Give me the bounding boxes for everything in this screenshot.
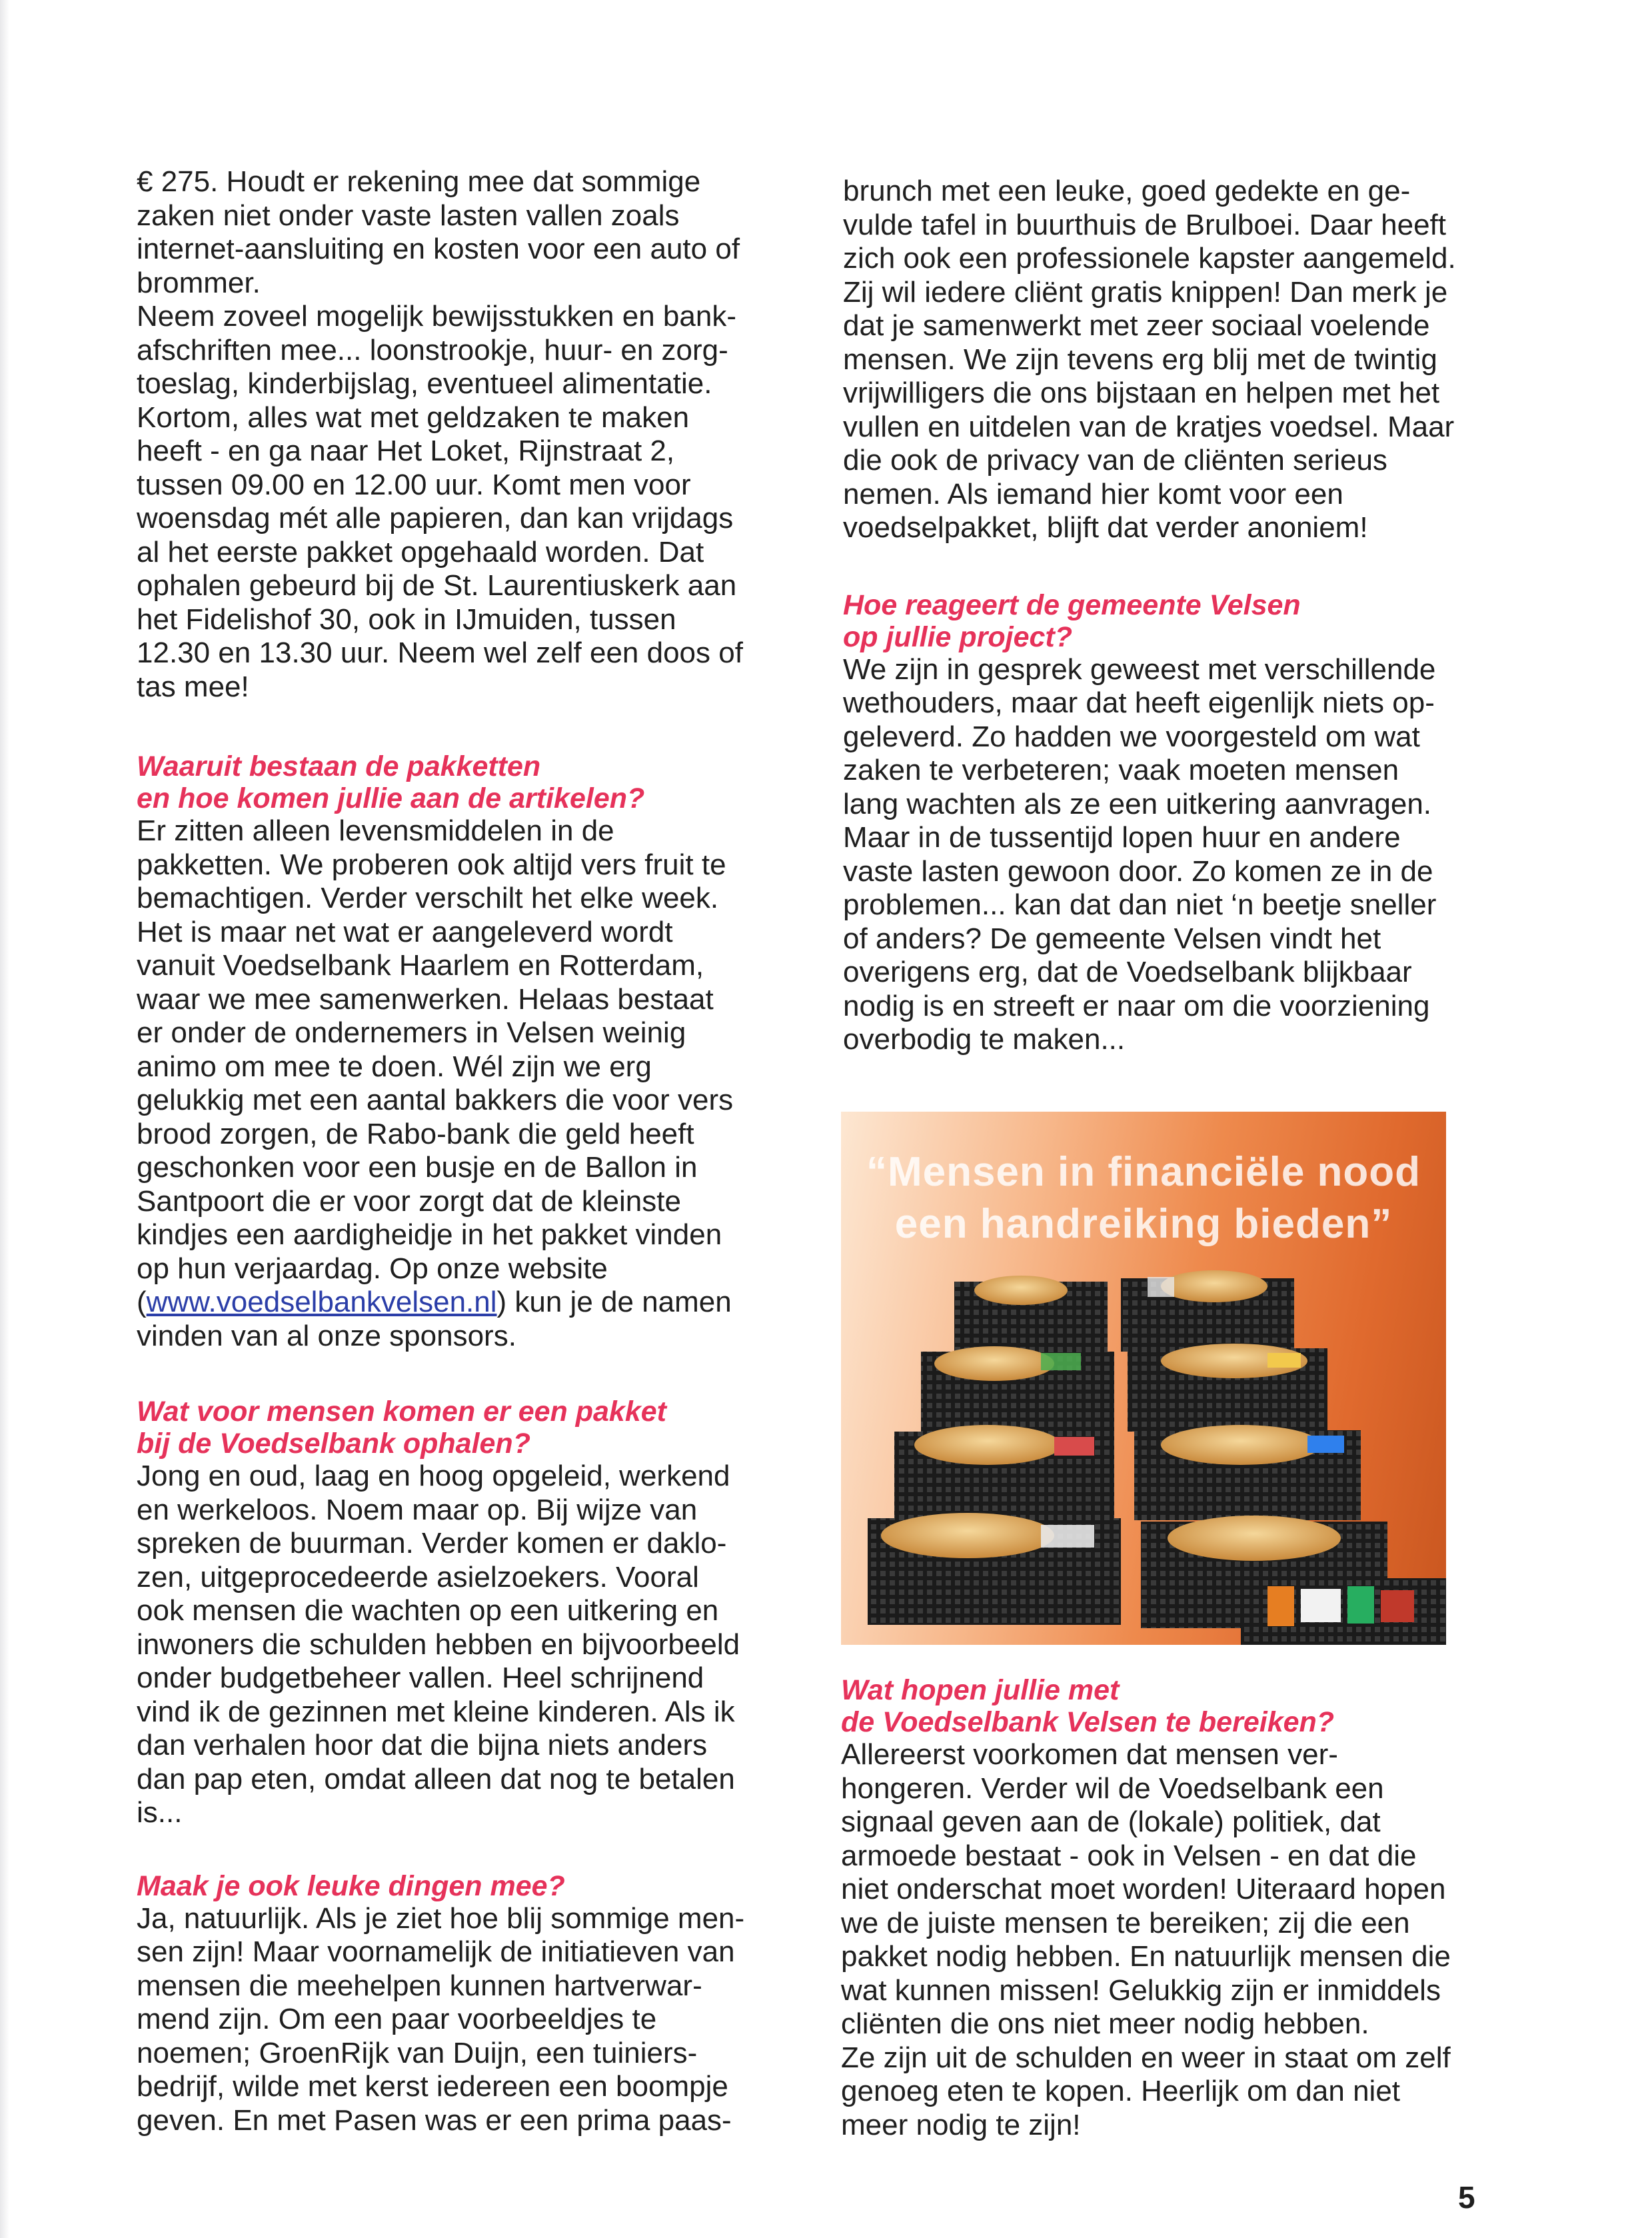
page-number: 5 — [1458, 2180, 1475, 2215]
paragraph-mensen: Jong en oud, laag en hoog opgeleid, werkend en werkeloos. Noem maar op. Bij wijze van spreken de buurman. Verder komen er daklo- zen, uitgeprocedeerde asielzoekers. Vooral ook mensen die wachten op een uitkering en inwoners die schulden hebben en bijvoorbeeld onder budgetbeheer vallen. Heel schrijnend vind ik de gezinnen met kleine kinderen. Als ik dan verhalen hoor dat die bijna niets anders dan pap eten, omdat alleen dat nog te betalen is... — [137, 1460, 740, 1829]
paragraph-pakketten: Er zitten alleen levensmiddelen in de pakketten. We proberen ook altijd vers fruit te bemachtigen. Verder verschilt het elke week. Het is maar net wat er aangeleverd wordt vanuit Voedselbank Haarlem en Rotterdam, waar we mee samenwerken. Helaas bestaat er onder de ondernemers in Velsen weinig animo om mee te doen. Wél zijn we erg gelukkig met een aantal bakkers die voor vers brood zorgen, de Rabo-bank die geld heeft geschonken voor een busje en de Ballon in Santpoort die er voor zorgt dat de kleinste kindjes een aardigheidje in het pakket vinden op hun verjaardag. Op onze website — [137, 814, 734, 1285]
paragraph-brunch: brunch met een leuke, goed gedekte en ge- vulde tafel in buurthuis de Brulboei. Daar heeft zich ook een professionele kapster aangemeld. Zij wil iedere cliënt gratis knippen! Dan merk je dat je samenwerkt met zeer sociaal voelende mensen. We zijn tevens erg blij met de twintig vrijwilligers die ons bijstaan en helpen met het vullen en uitdelen van de kratjes voedsel. Maar die ook de privacy van de cliënten serieus nemen. Als iemand hier komt voor een voedselpakket, blijft dat verder anoniem! — [843, 175, 1456, 544]
heading-gemeente: Hoe reageert de gemeente Velsen op jullie project? — [843, 588, 1301, 653]
left-column — [137, 165, 776, 2137]
link-open-paren: ( — [137, 1286, 147, 1318]
paragraph-gemeente: We zijn in gesprek geweest met verschillende wethouders, maar dat heeft eigenlijk niets op- geleverd. Zo hadden we voorgesteld om wat zaken te verbeteren; vaak moeten mensen lang wachten als ze een uitkering aanvragen. Maar in de tussentijd lopen huur en andere vaste lasten gewoon door. Zo komen ze in de problemen... kan dat dan niet ‘n beetje sneller of anders? De gemeente Velsen vindt het overigens erg, dat de Voedselbank blijkbaar nodig is en streeft er naar om die voorziening overbodig te maken... — [843, 652, 1437, 1056]
food-crates-photo — [841, 1112, 1446, 1645]
paragraph-website — [137, 1286, 776, 1353]
page-edge-shadow — [0, 0, 9, 2238]
photo-quote: “Mensen in financiële nood een handreiking bieden” — [866, 1149, 1421, 1247]
heading-bereiken: Wat hopen jullie met de Voedselbank Velsen te bereiken? — [841, 1674, 1335, 1738]
paragraph-leuke-dingen: Ja, natuurlijk. Als je ziet hoe blij sommige men- sen zijn! Maar voornamelijk de initiatieven van mensen die meehelpen kunnen hartverwar- mend zijn. Om een paar voorbeeldjes te noemen; GroenRijk van Duijn, een tuiniers- bedrijf, wilde met kerst iedereen een boompje geven. En met Pasen was er een prima paas- — [137, 1901, 745, 2137]
paragraph-sponsors: ) kun je de namen vinden van al onze sponsors. — [137, 1286, 732, 1352]
heading-mensen: Wat voor mensen komen er een pakket bij de Voedselbank ophalen? — [137, 1396, 666, 1460]
paragraph-bereiken: Allereerst voorkomen dat mensen ver- hongeren. Verder wil de Voedselbank een signaal geven aan de (lokale) politiek, dat armoede bestaat - ook in Velsen - en dat die niet onderschat moet worden! Uiteraard hopen we de juiste mensen te bereiken; zij die een pakket nodig hebben. En natuurlijk mensen die wat kunnen missen! Gelukkig zijn er inmiddels cliënten die ons niet meer nodig hebben. Ze zijn uit de schulden en weer in staat om zelf genoeg eten te kopen. Heerlijk om dan niet meer nodig te zijn! — [841, 1738, 1451, 2141]
intro-paragraph: € 275. Houdt er rekening mee dat sommige zaken niet onder vaste lasten vallen zoals internet-aansluiting en kosten voor een auto of brommer. Neem zoveel mogelijk bewijsstukken en bank- afschriften mee... loonstrookje, huur- en zorg- toeslag, kinderbijslag, eventueel alimentatie. Kortom, alles wat met geldzaken te maken heeft - en ga naar Het Loket, Rijnstraat 2, tussen 09.00 en 12.00 uur. Komt men voor woensdag mét alle papieren, dan kan vrijdags al het eerste pakket opgehaald worden. Dat ophalen gebeurd bij de St. Laurentiuskerk aan het Fidelishof 30, ook in IJmuiden, tussen 12.30 en 13.30 uur. Neem wel zelf een doos of tas mee! — [137, 165, 743, 703]
heading-pakketten: Waaruit bestaan de pakketten en hoe komen jullie aan de artikelen? — [137, 750, 645, 814]
website-link[interactable]: www.voedselbankvelsen.nl — [146, 1286, 497, 1318]
heading-leuke-dingen: Maak je ook leuke dingen mee? — [137, 1869, 565, 1902]
right-column — [843, 175, 1483, 1057]
right-column-lower — [841, 1674, 1481, 2142]
